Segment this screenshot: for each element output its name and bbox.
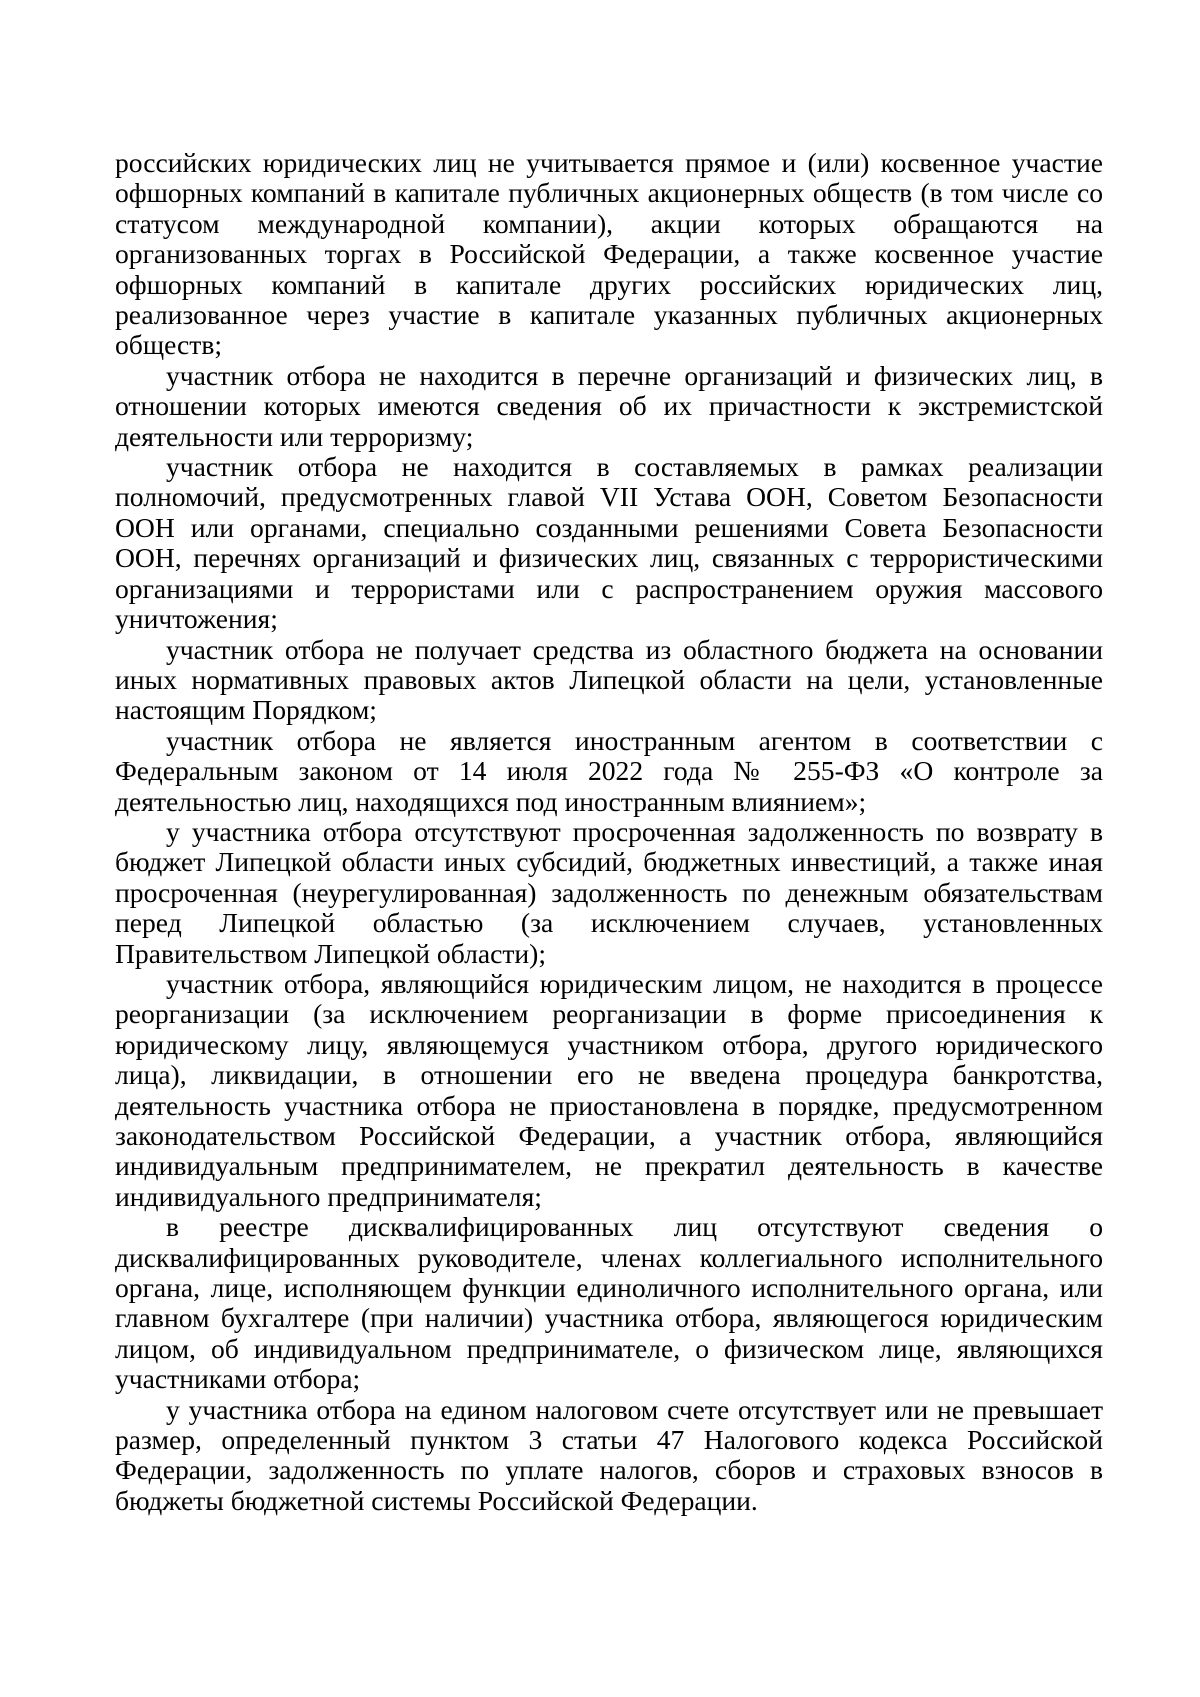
paragraph-offshore-participation: российских юридических лиц не учитывается прямое и (или) косвенное участие офшорных компаний в капитале публичных акционерных обществ (в том числе со статусом международной компании), акции которых обращаются на организованных торгах в Российской Федерации, а также косвенное участие офшорных компаний в капитале других российских юридических лиц, реализованное через участие в капитале указанных публичных акционерных обществ; [115,147,1103,361]
paragraph-reorganization-liquidation: участник отбора, являющийся юридическим лицом, не находится в процессе реорганизации (за исключением реорганизации в форме присоединения к юридическому лицу, являющемуся участником отбора, другого юридического лица), ликвидации, в отношении его не введена процедура банкротства, деятельность участника отбора не приостановлена в порядке, предусмотренном законодательством Российской Федерации, а участник отбора, являющийся индивидуальным предпринимателем, не прекратил деятельность в качестве индивидуального предпринимателя; [115,967,1103,1212]
paragraph-no-other-regional-funds: участник отбора не получает средства из областного бюджета на основании иных нормативных правовых актов Липецкой области на цели, установленные настоящим Порядком; [115,633,1103,726]
paragraph-overdue-debt: у участника отбора отсутствуют просроченная задолженность по возврату в бюджет Липецкой области иных субсидий, бюджетных инвестиций, а также иная просроченная (неурегулированная) задолженность по денежным обязательствам перед Липецкой областью (за исключением случаев, установленных Правительством Липецкой области); [115,815,1103,969]
paragraph-tax-account-debt: у участника отбора на едином налоговом счете отсутствует или не превышает размер, определенный пунктом 3 статьи 47 Налогового кодекса Российской Федерации, задолженность по уплате налогов, сборов и страховых взносов в бюджеты бюджетной системы Российской Федерации. [115,1393,1103,1516]
document-body [115,148,1103,1516]
paragraph-extremism-list: участник отбора не находится в перечне организаций и физических лиц, в отношении которых имеются сведения об их причастности к экстремистской деятельности или терроризму; [115,359,1103,452]
paragraph-un-security-council-lists: участник отбора не находится в составляемых в рамках реализации полномочий, предусмотренных главой VII Устава ООН, Советом Безопасности ООН или органами, специально созданными решениями Совета Безопасности ООН, перечнях организаций и физических лиц, связанных с террористическими организациями и террористами или с распространением оружия массового уничтожения; [115,451,1103,635]
paragraph-foreign-agent: участник отбора не является иностранным агентом в соответствии с Федеральным законом от 14 июля 2022 года № 255-ФЗ «О контроле за деятельностью лиц, находящихся под иностранным влиянием»; [115,724,1103,817]
paragraph-disqualified-persons-registry: в реестре дисквалифицированных лиц отсутствуют сведения о дисквалифицированных руководителе, членах коллегиального исполнительного органа, лице, исполняющем функции единоличного исполнительного органа, или главном бухгалтере (при наличии) участника отбора, являющегося юридическим лицом, об индивидуальном предпринимателе, о физическом лице, являющихся участниками отбора; [115,1211,1103,1395]
